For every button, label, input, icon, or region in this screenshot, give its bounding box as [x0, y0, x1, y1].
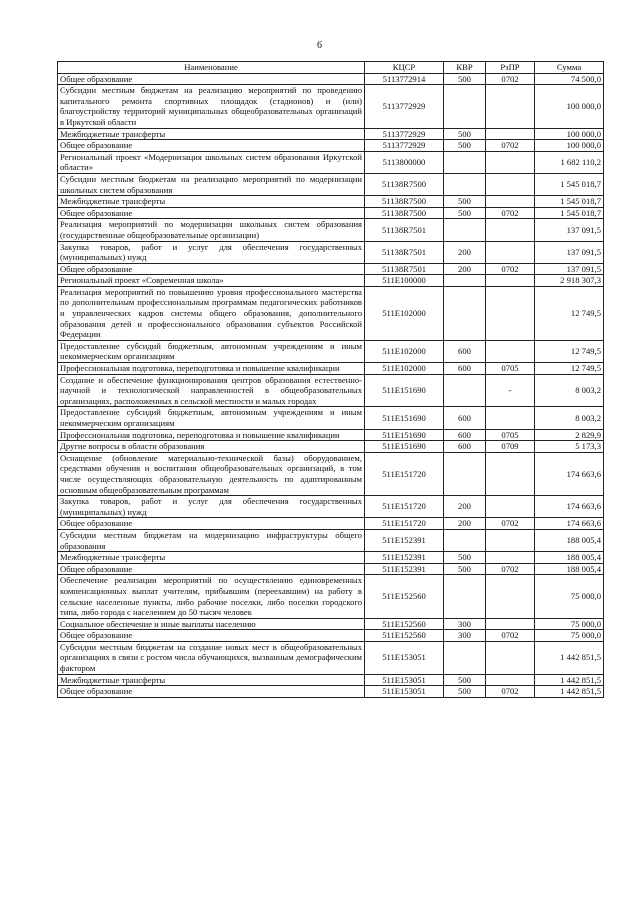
cell-kvr [444, 151, 486, 173]
cell-name: Социальное обеспечение и иные выплаты населению [58, 618, 365, 630]
table-row [58, 674, 604, 686]
cell-name: Закупка товаров, работ и услуг для обеспечения государственных (муниципальных) нужд [58, 241, 365, 263]
cell-kvr: 600 [444, 441, 486, 453]
cell-kcsr: 51138R7501 [365, 263, 444, 275]
cell-rzpr: 0702 [486, 630, 535, 642]
table-row [58, 630, 604, 642]
cell-sum: 75 000,0 [535, 630, 604, 642]
cell-name: Оснащение (обновление материально-технической базы) оборудованием, средствами обучения и воспитания общеобразовательных организаций, в том числе осуществляющих образовательную деятельность по адаптированным основным общеобразовательным программам [58, 452, 365, 495]
table-row [58, 196, 604, 208]
table-row [58, 73, 604, 85]
cell-sum: 174 663,6 [535, 518, 604, 530]
cell-name: Реализация мероприятий по модернизации школьных систем образования (государственные общеобразовательные организации) [58, 219, 365, 241]
cell-name: Общее образование [58, 686, 365, 698]
table-row [58, 618, 604, 630]
cell-sum: 1 682 110,2 [535, 151, 604, 173]
cell-rzpr [486, 529, 535, 551]
cell-kvr: 200 [444, 241, 486, 263]
header-row [58, 62, 604, 74]
cell-rzpr [486, 151, 535, 173]
cell-sum: 100 000,0 [535, 128, 604, 140]
cell-sum: 75 000,0 [535, 618, 604, 630]
cell-kvr: 600 [444, 363, 486, 375]
cell-kvr [444, 641, 486, 674]
table-row [58, 286, 604, 340]
table-row [58, 128, 604, 140]
cell-sum: 1 442 851,5 [535, 686, 604, 698]
cell-kvr [444, 173, 486, 195]
cell-kcsr: 51138R7500 [365, 196, 444, 208]
cell-sum: 1 442 851,5 [535, 674, 604, 686]
cell-name: Предоставление субсидий бюджетным, автономным учреждениям и иным некоммерческим организациям [58, 340, 365, 362]
cell-sum: 75 000,0 [535, 575, 604, 618]
cell-kvr [444, 575, 486, 618]
cell-rzpr [486, 85, 535, 128]
cell-kcsr: 511E152391 [365, 563, 444, 575]
cell-sum: 2 918 307,3 [535, 275, 604, 287]
cell-kcsr: 511E152560 [365, 618, 444, 630]
cell-sum: 74 500,0 [535, 73, 604, 85]
cell-sum: 174 663,6 [535, 452, 604, 495]
cell-kcsr: 511E152560 [365, 575, 444, 618]
cell-rzpr: 0702 [486, 263, 535, 275]
cell-rzpr [486, 552, 535, 564]
cell-kvr: 200 [444, 496, 486, 518]
cell-kcsr: 511E151690 [365, 374, 444, 407]
cell-kcsr: 5113772929 [365, 128, 444, 140]
cell-name: Другие вопросы в области образования [58, 441, 365, 453]
table-header [58, 62, 604, 74]
cell-rzpr: 0702 [486, 207, 535, 219]
cell-kcsr: 511E151720 [365, 496, 444, 518]
table-row [58, 686, 604, 698]
cell-name: Общее образование [58, 207, 365, 219]
cell-kvr [444, 452, 486, 495]
page-number: 6 [317, 40, 322, 51]
cell-rzpr: - [486, 374, 535, 407]
cell-kcsr: 511E151720 [365, 518, 444, 530]
cell-rzpr [486, 452, 535, 495]
cell-kcsr: 511E102000 [365, 286, 444, 340]
table-row [58, 241, 604, 263]
cell-kcsr: 51138R7500 [365, 173, 444, 195]
cell-name: Общее образование [58, 518, 365, 530]
cell-name: Региональный проект «Современная школа» [58, 275, 365, 287]
cell-kvr: 500 [444, 674, 486, 686]
cell-name: Закупка товаров, работ и услуг для обеспечения государственных (муниципальных) нужд [58, 496, 365, 518]
table-row [58, 641, 604, 674]
cell-sum: 8 003,2 [535, 374, 604, 407]
table-row [58, 219, 604, 241]
table-row [58, 552, 604, 564]
cell-kvr: 500 [444, 563, 486, 575]
cell-kvr [444, 219, 486, 241]
cell-kcsr: 511E152391 [365, 529, 444, 551]
cell-rzpr [486, 196, 535, 208]
table-row [58, 85, 604, 128]
cell-sum: 2 829,9 [535, 429, 604, 441]
table-row [58, 374, 604, 407]
cell-name: Субсидии местным бюджетам на реализацию мероприятий по модернизации школьных систем образования [58, 173, 365, 195]
cell-kcsr: 511E151690 [365, 441, 444, 453]
table-row [58, 340, 604, 362]
cell-name: Общее образование [58, 263, 365, 275]
table-row [58, 173, 604, 195]
cell-sum: 1 545 018,7 [535, 207, 604, 219]
table-row [58, 363, 604, 375]
table-row [58, 529, 604, 551]
table-row [58, 140, 604, 152]
table-row [58, 263, 604, 275]
cell-name: Субсидии местным бюджетам на реализацию мероприятий по проведению капитального ремонта спортивных площадок (стадионов) и (или) благоустройству территорий муниципальных общеобразовательных организаций в Иркутской области [58, 85, 365, 128]
cell-rzpr [486, 641, 535, 674]
cell-kvr: 300 [444, 630, 486, 642]
cell-sum: 8 003,2 [535, 407, 604, 429]
cell-name: Субсидии местным бюджетам на модернизацию инфраструктуры общего образования [58, 529, 365, 551]
cell-rzpr: 0705 [486, 363, 535, 375]
cell-name: Межбюджетные трансферты [58, 128, 365, 140]
cell-sum: 137 091,5 [535, 219, 604, 241]
cell-sum: 137 091,5 [535, 263, 604, 275]
cell-kcsr: 511E151690 [365, 407, 444, 429]
cell-name: Межбюджетные трансферты [58, 196, 365, 208]
cell-kcsr: 51138R7501 [365, 241, 444, 263]
cell-rzpr [486, 173, 535, 195]
cell-sum: 188 005,4 [535, 529, 604, 551]
cell-sum: 100 000,0 [535, 85, 604, 128]
header-kcsr: КЦСР [365, 62, 444, 74]
cell-name: Реализация мероприятий по повышению уровня профессионального мастерства по дополнительным профессиональным программам педагогических работников и управленческих кадров системы общего образования, дополнительного образования детей и профессионального образования субъектов Российской Федерации [58, 286, 365, 340]
cell-name: Создание и обеспечение функционирования центров образования естественно-научной и технологической направленностей в общеобразовательных организациях, расположенных в сельской местности и малых городах [58, 374, 365, 407]
table-row [58, 151, 604, 173]
cell-rzpr: 0709 [486, 441, 535, 453]
cell-kcsr: 511E102000 [365, 340, 444, 362]
cell-kcsr: 51138R7501 [365, 219, 444, 241]
table-row [58, 441, 604, 453]
table-row [58, 275, 604, 287]
cell-kvr: 500 [444, 207, 486, 219]
cell-kcsr: 511E153051 [365, 686, 444, 698]
cell-sum: 100 000,0 [535, 140, 604, 152]
table-row [58, 452, 604, 495]
cell-name: Межбюджетные трансферты [58, 552, 365, 564]
cell-sum: 12 749,5 [535, 363, 604, 375]
cell-kcsr: 5113772929 [365, 85, 444, 128]
cell-kcsr: 511E102000 [365, 363, 444, 375]
cell-kvr: 300 [444, 618, 486, 630]
cell-sum: 137 091,5 [535, 241, 604, 263]
cell-kvr: 500 [444, 128, 486, 140]
cell-kvr: 200 [444, 518, 486, 530]
cell-rzpr: 0702 [486, 686, 535, 698]
cell-kcsr: 511E152560 [365, 630, 444, 642]
cell-rzpr: 0702 [486, 563, 535, 575]
table-row [58, 407, 604, 429]
cell-name: Субсидии местным бюджетам на создание новых мест в общеобразовательных организациях в связи с ростом числа обучающихся, вызванным демографическим фактором [58, 641, 365, 674]
cell-kcsr: 5113772914 [365, 73, 444, 85]
cell-kcsr: 511E151690 [365, 429, 444, 441]
cell-name: Общее образование [58, 73, 365, 85]
table-row [58, 518, 604, 530]
cell-sum: 12 749,5 [535, 286, 604, 340]
cell-kvr [444, 529, 486, 551]
cell-rzpr [486, 340, 535, 362]
cell-rzpr [486, 219, 535, 241]
cell-rzpr [486, 286, 535, 340]
cell-name: Межбюджетные трансферты [58, 674, 365, 686]
table-row [58, 563, 604, 575]
cell-rzpr: 0705 [486, 429, 535, 441]
cell-rzpr [486, 275, 535, 287]
cell-kcsr: 511E152391 [365, 552, 444, 564]
cell-kcsr: 511E153051 [365, 674, 444, 686]
cell-sum: 188 005,4 [535, 552, 604, 564]
cell-rzpr [486, 496, 535, 518]
cell-rzpr [486, 407, 535, 429]
cell-sum: 188 005,4 [535, 563, 604, 575]
cell-rzpr: 0702 [486, 73, 535, 85]
cell-kvr: 600 [444, 407, 486, 429]
cell-kvr [444, 286, 486, 340]
cell-kvr [444, 85, 486, 128]
cell-kvr: 200 [444, 263, 486, 275]
cell-rzpr [486, 618, 535, 630]
cell-name: Общее образование [58, 630, 365, 642]
cell-kcsr: 51138R7500 [365, 207, 444, 219]
cell-sum: 1 545 018,7 [535, 173, 604, 195]
cell-kvr: 500 [444, 140, 486, 152]
header-rzpr: РзПР [486, 62, 535, 74]
cell-rzpr [486, 575, 535, 618]
table-row [58, 496, 604, 518]
cell-sum: 1 442 851,5 [535, 641, 604, 674]
table-row [58, 429, 604, 441]
cell-name: Обеспечение реализации мероприятий по осуществлению единовременных компенсационных выплат учителям, прибывшим (переехавшим) на работу в сельские населенные пункты, либо рабочие поселки, либо поселки городского типа, либо города с населением до 50 тысяч человек [58, 575, 365, 618]
cell-name: Профессиональная подготовка, переподготовка и повышение квалификации [58, 363, 365, 375]
cell-kcsr: 5113800000 [365, 151, 444, 173]
cell-kcsr: 511E153051 [365, 641, 444, 674]
cell-rzpr [486, 674, 535, 686]
cell-name: Общее образование [58, 140, 365, 152]
header-kvr: КВР [444, 62, 486, 74]
cell-kvr: 500 [444, 686, 486, 698]
cell-name: Общее образование [58, 563, 365, 575]
table-body [58, 73, 604, 697]
cell-kcsr: 511E100000 [365, 275, 444, 287]
cell-sum: 12 749,5 [535, 340, 604, 362]
cell-rzpr [486, 128, 535, 140]
cell-kvr: 600 [444, 340, 486, 362]
table-row [58, 575, 604, 618]
cell-kvr: 500 [444, 73, 486, 85]
cell-sum: 5 173,3 [535, 441, 604, 453]
cell-name: Профессиональная подготовка, переподготовка и повышение квалификации [58, 429, 365, 441]
cell-sum: 174 663,6 [535, 496, 604, 518]
table-row [58, 207, 604, 219]
budget-table [57, 61, 604, 698]
header-name: Наименование [58, 62, 365, 74]
header-sum: Сумма [535, 62, 604, 74]
cell-sum: 1 545 018,7 [535, 196, 604, 208]
cell-rzpr: 0702 [486, 518, 535, 530]
cell-kvr: 600 [444, 429, 486, 441]
cell-name: Предоставление субсидий бюджетным, автономным учреждениям и иным некоммерческим организациям [58, 407, 365, 429]
cell-kvr: 500 [444, 196, 486, 208]
cell-kvr [444, 374, 486, 407]
cell-rzpr: 0702 [486, 140, 535, 152]
cell-name: Региональный проект «Модернизация школьных систем образования Иркутской области» [58, 151, 365, 173]
cell-rzpr [486, 241, 535, 263]
cell-kcsr: 511E151720 [365, 452, 444, 495]
cell-kvr: 500 [444, 552, 486, 564]
cell-kcsr: 5113772929 [365, 140, 444, 152]
cell-kvr [444, 275, 486, 287]
